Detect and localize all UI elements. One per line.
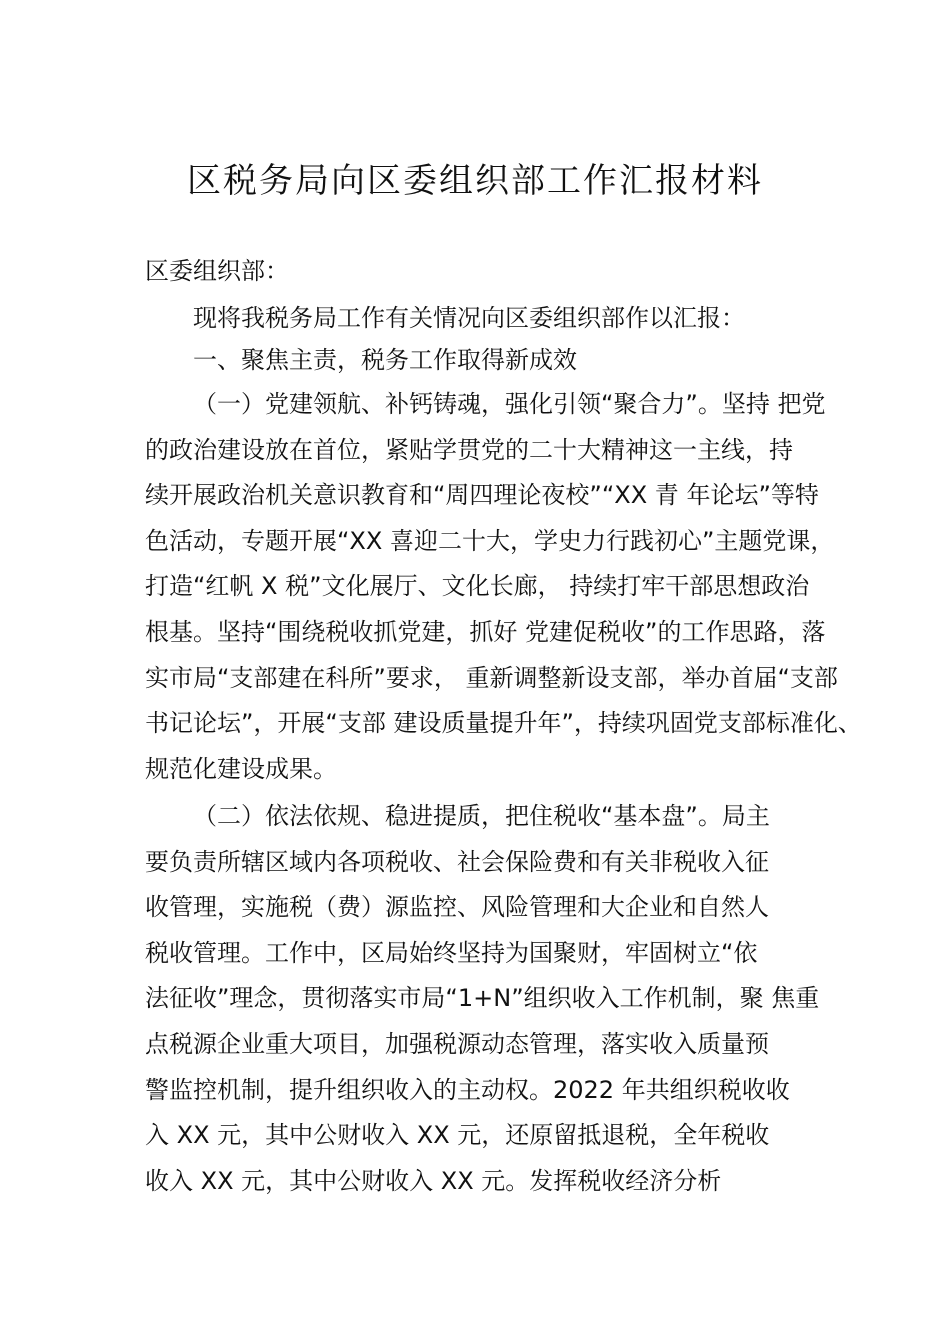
- intro-line: 现将我税务局工作有关情况向区委组织部作以汇报：: [193, 304, 745, 332]
- paragraph-line: 的政治建设放在首位，紧贴学贯党的二十大精神这一主线，持: [145, 435, 793, 464]
- paragraph-line: 续开展政治机关意识教育和“周四理论夜校”“XX 青 年论坛”等特: [145, 481, 819, 510]
- document-title: 区税务局向区委组织部工作汇报材料: [187, 161, 763, 201]
- paragraph-line: 点税源企业重大项目，加强税源动态管理，落实收入质量预: [145, 1029, 769, 1058]
- paragraph-line: 要负责所辖区域内各项税收、社会保险费和有关非税收入征: [145, 847, 769, 876]
- paragraph-line: 规范化建设成果。: [145, 754, 337, 783]
- paragraph-line: （二）依法依规、稳进提质，把住税收“基本盘”。局主: [193, 802, 770, 830]
- paragraph-line: 警监控机制，提升组织收入的主动权。2022 年共组织税收收: [145, 1075, 790, 1104]
- paragraph-line: 实市局“支部建在科所”要求， 重新调整新设支部，举办首届“支部: [145, 663, 838, 692]
- section-heading: 一、聚焦主责，税务工作取得新成效: [193, 346, 577, 374]
- salutation: 区委组织部：: [145, 257, 289, 285]
- paragraph-line: 法征收”理念，贯彻落实市局“1+N”组织收入工作机制，聚 焦重: [145, 984, 820, 1013]
- paragraph-line: 收管理，实施税（费）源监控、风险管理和大企业和自然人: [145, 893, 769, 922]
- paragraph-line: 色活动，专题开展“XX 喜迎二十大，学史力行践初心”主题党课，: [145, 526, 835, 555]
- paragraph-line: 打造“红帆 X 税”文化展厅、文化长廊， 持续打牢干部思想政治: [145, 572, 810, 601]
- paragraph-party-building: [145, 382, 862, 792]
- paragraph-tax-collection: [145, 794, 845, 1204]
- paragraph-line: （一）党建领航、补钙铸魂，强化引领“聚合力”。坚持 把党: [193, 390, 826, 418]
- paragraph-line: 书记论坛”，开展“支部 建设质量提升年”，持续巩固党支部标准化、: [145, 709, 862, 738]
- paragraph-line: 税收管理。工作中，区局始终坚持为国聚财，牢固树立“依: [145, 938, 758, 967]
- paragraph-line: 收入 XX 元，其中公财收入 XX 元。发挥税收经济分析: [145, 1166, 722, 1195]
- paragraph-line: 入 XX 元，其中公财收入 XX 元，还原留抵退税，全年税收: [145, 1121, 770, 1150]
- paragraph-line: 根基。坚持“围绕税收抓党建，抓好 党建促税收”的工作思路，落: [145, 617, 826, 646]
